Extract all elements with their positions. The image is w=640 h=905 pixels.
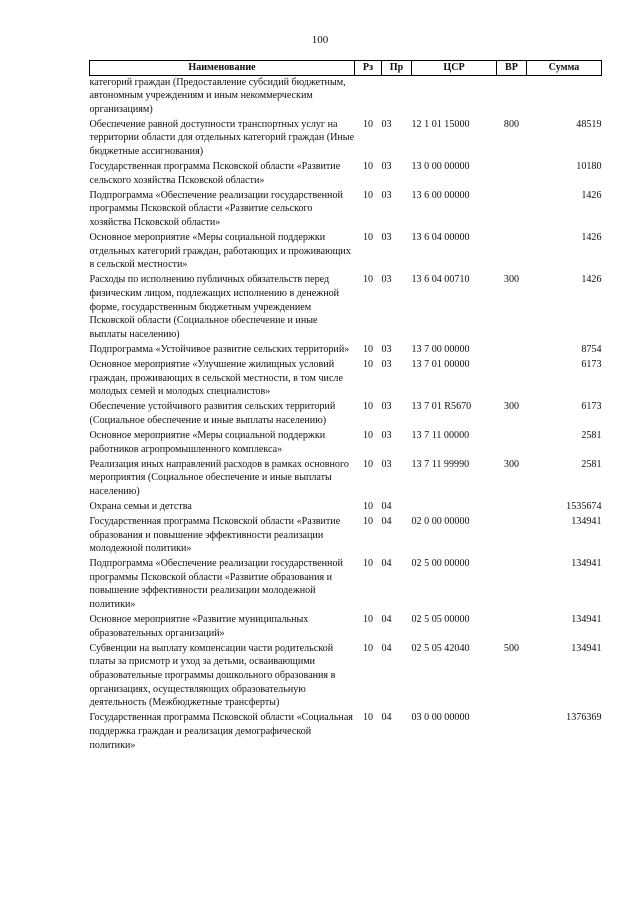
cell-csr: 13 0 00 00000 [411,161,470,173]
cell-pr: 03 [381,161,392,173]
cell-vr: 500 [503,642,520,654]
cell-pr: 03 [381,118,392,130]
cell-csr: 13 6 04 00710 [411,274,470,286]
cell-vr [497,429,527,456]
cell-csr: 13 7 00 00000 [411,343,470,355]
table-row [90,75,602,116]
cell-rz: 10 [362,189,374,201]
cell-pr: 04 [381,614,392,626]
cell-name: Государственная программа Псковской области «Развитие сельского хозяйства Псковской области» [89,161,341,186]
header-sum: Сумма [527,61,602,76]
cell-pr: 03 [381,358,392,370]
table-row [90,515,602,556]
table-row [90,613,602,640]
cell-rz: 10 [362,500,374,512]
cell-rz: 10 [362,516,374,527]
cell-name: Основное мероприятие «Развитие муниципальных образовательных организаций» [89,614,309,639]
cell-rz: 10 [362,401,374,413]
cell-rz: 10 [362,358,374,370]
table-row [90,500,602,514]
table-row [90,273,602,341]
cell-vr [497,500,527,514]
cell-sum: 6173 [581,358,602,370]
cell-csr [412,75,497,116]
table-row [90,189,602,230]
table-row [90,231,602,272]
cell-pr: 04 [381,500,392,512]
cell-rz: 10 [362,712,374,724]
table-body [90,75,602,754]
header-vr: ВР [497,61,527,76]
cell-sum: 2581 [581,458,602,470]
table-row [90,160,602,187]
header-csr: ЦСР [412,61,497,76]
cell-name: Обеспечение равной доступности транспортных услуг на территории области для отдельных категорий граждан (Иные бюджетные ассигнования) [89,118,355,158]
cell-vr [497,189,527,230]
cell-pr: 03 [381,189,392,201]
cell-pr: 03 [381,401,392,413]
table-row [90,358,602,399]
table-row [90,118,602,159]
row-spacer [90,752,602,754]
cell-vr: 300 [503,274,520,286]
cell-vr [497,358,527,399]
cell-sum: 2581 [581,429,602,441]
cell-sum: 134941 [571,642,602,654]
cell-name: категорий граждан (Предоставление субсидий бюджетным, автономным учреждениям и иным некоммерческим организациям) [89,76,346,115]
table-row [90,400,602,427]
cell-pr [382,75,412,116]
cell-sum [527,75,602,116]
cell-rz: 10 [362,274,374,286]
cell-pr: 03 [381,458,392,470]
cell-csr: 13 6 00 00000 [411,189,470,201]
table-header-row [90,61,602,76]
cell-rz: 10 [362,232,374,244]
cell-csr: 13 7 11 00000 [411,429,470,441]
cell-vr [497,231,527,272]
cell-name: Основное мероприятие «Улучшение жилищных условий граждан, проживающих в сельской местности, в том числе молодых семей и молодых специалистов» [89,358,343,398]
cell-rz: 10 [362,614,374,626]
cell-vr [497,613,527,640]
cell-vr [497,557,527,611]
cell-name: Основное мероприятие «Меры социальной поддержки отдельных категорий граждан, работающих и проживающих в сельской местности» [89,232,351,271]
cell-name: Государственная программа Псковской области «Социальная поддержка граждан и реализация демографической политики» [89,712,353,751]
cell-sum: 6173 [581,401,602,413]
cell-vr [497,75,527,116]
table-row [90,343,602,357]
cell-csr: 13 6 04 00000 [411,232,470,244]
table-row [90,711,602,752]
cell-rz [355,75,382,116]
table-row [90,557,602,611]
cell-sum: 1535674 [566,500,602,512]
cell-sum: 134941 [571,614,602,626]
cell-csr: 02 0 00 00000 [411,516,470,527]
budget-table [89,60,602,754]
cell-sum: 10180 [576,161,602,173]
cell-rz: 10 [362,642,374,654]
cell-rz: 10 [362,458,374,470]
cell-sum: 48519 [576,118,602,130]
table-row [90,458,602,499]
header-name: Наименование [90,61,355,76]
cell-csr: 03 0 00 00000 [411,712,470,724]
cell-csr: 12 1 01 15000 [411,118,470,130]
cell-pr: 04 [381,642,392,654]
cell-csr: 02 5 05 00000 [411,614,470,626]
cell-name: Охрана семьи и детства [89,500,192,512]
cell-pr: 03 [381,274,392,286]
cell-name: Расходы по исполнению публичных обязательств перед физическим лицом, подлежащих исполнению в денежной форме, государственным бюджетным учреждением Псковской области (Социальное обеспечение и иные выплаты населению) [89,274,340,340]
cell-rz: 10 [362,558,374,570]
cell-rz: 10 [362,429,374,441]
header-rz: Рз [355,61,382,76]
cell-csr: 02 5 05 42040 [411,642,470,654]
cell-vr [497,711,527,752]
cell-name: Основное мероприятие «Меры социальной поддержки работников агропромышленного комплекса» [89,429,326,455]
cell-vr [497,160,527,187]
cell-rz: 10 [362,118,374,130]
page-number: 100 [311,34,329,46]
cell-csr [412,500,497,514]
cell-name: Подпрограмма «Обеспечение реализации государственной программы Псковской области «Развитие образования и повышение эффективности реализации молодежной политики» [89,558,343,611]
table-row [90,642,602,710]
cell-pr: 03 [381,429,392,441]
cell-vr [497,343,527,357]
cell-vr: 300 [503,458,520,470]
header-pr: Пр [382,61,412,76]
cell-vr [497,515,527,556]
table-row [90,429,602,456]
cell-name: Обеспечение устойчивого развития сельских территорий (Социальное обеспечение и иные выплаты населению) [89,401,336,426]
cell-sum: 1426 [581,189,602,201]
cell-vr: 800 [503,118,520,130]
cell-sum: 134941 [571,558,602,570]
cell-name: Подпрограмма «Устойчивое развитие сельских территорий» [89,343,350,355]
cell-pr: 04 [381,558,392,570]
cell-pr: 04 [381,516,392,527]
cell-csr: 13 7 11 99990 [411,458,470,470]
cell-sum: 1426 [581,232,602,244]
cell-csr: 13 7 01 00000 [411,358,470,370]
cell-name: Реализация иных направлений расходов в рамках основного мероприятия (Социальное обеспечение и иные выплаты населению) [89,458,349,497]
cell-csr: 13 7 01 R5670 [411,401,472,413]
cell-name: Подпрограмма «Обеспечение реализации государственной программы Псковской области «Развитие сельского хозяйства Псковской области» [89,189,343,229]
cell-rz: 10 [362,161,374,173]
cell-pr: 03 [381,343,392,355]
cell-csr: 02 5 00 00000 [411,558,470,570]
cell-rz: 10 [362,343,374,355]
cell-sum: 8754 [581,343,602,355]
cell-name: Государственная программа Псковской области «Развитие образования и повышение эффективности реализации молодежной политики» [89,516,341,555]
cell-name: Субвенции на выплату компенсации части родительской платы за присмотр и уход за детьми, осваивающими образовательные программы дошкольного образования в организациях, осуществляющих образовательную деятельность (Межбюджетные трансферты) [89,642,336,709]
cell-vr: 300 [503,401,520,413]
cell-pr: 03 [381,232,392,244]
cell-sum: 1376369 [566,712,602,724]
cell-pr: 04 [381,712,392,724]
cell-sum: 134941 [571,516,602,527]
cell-sum: 1426 [581,274,602,286]
